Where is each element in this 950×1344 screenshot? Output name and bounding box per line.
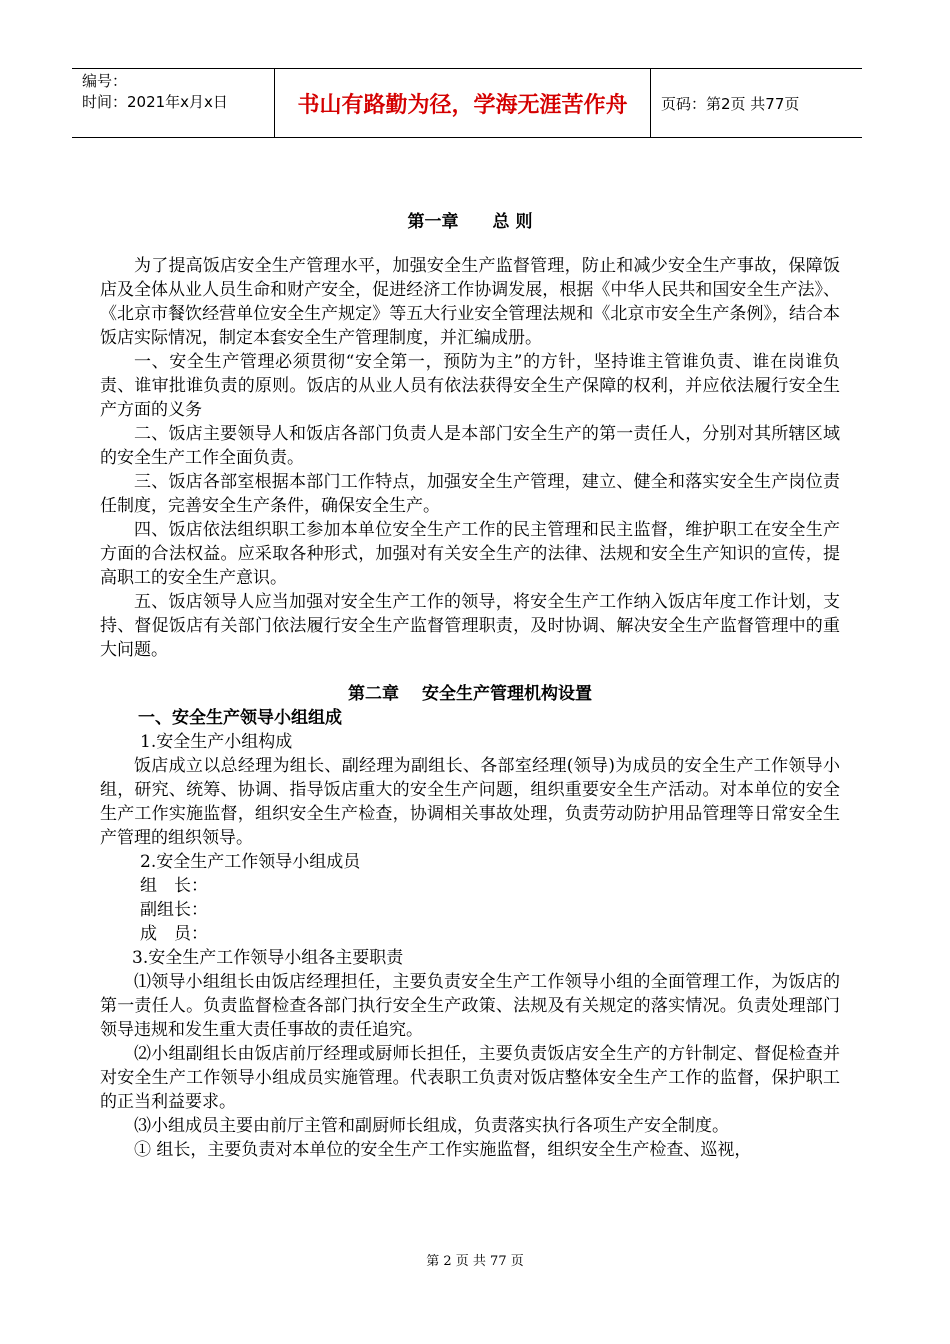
document-time-label: 时间：2021年x月x日 <box>82 93 228 111</box>
duty-paragraph: ⑵小组副组长由饭店前厅经理或厨师长担任，主要负责饭店安全生产的方针制定、督促检查并对安全生产工作领导小组成员实施管理。代表职工负责对饭店整体安全生产工作的监督，保护职工的正当利益要求。 <box>100 1044 840 1112</box>
header-page-label: 页码：第2页 共77页 <box>661 94 800 113</box>
chapter-1-paragraph: 一、安全生产管理必须贯彻“安全第一，预防为主”的方针，坚持谁主管谁负责、谁在岗谁负责、谁审批谁负责的原则。饭店的从业人员有依法获得安全生产保障的权利，并应依法履行安全生产方面的义务 <box>100 352 840 420</box>
item-body: 饭店成立以总经理为组长、副经理为副组长、各部室经理(领导)为成员的安全生产工作领导小组，研究、统筹、协调、指导饭店重大的安全生产问题，组织重要安全生产活动。对本单位的安全生产工作实施监督，组织安全生产检查，协调相关事故处理，负责劳动防护用品管理等日常安全生产管理的组织领导。 <box>100 756 840 848</box>
header-info-cell <box>72 69 275 137</box>
header-motto: 书山有路勤为径，学海无涯苦作舟 <box>275 69 651 137</box>
member-role: 成 员： <box>140 924 208 944</box>
chapter-1-paragraph: 为了提高饭店安全生产管理水平，加强安全生产监督管理，防止和减少安全生产事故，保障饭店及全体从业人员生命和财产安全，促进经济工作协调发展，根据《中华人民共和国安全生产法》、《北京市餐饮经营单位安全生产规定》等五大行业安全管理法规和《北京市安全生产条例》，结合本饭店实际情况，制定本套安全生产管理制度，并汇编成册。 <box>100 256 840 348</box>
member-role: 副组长： <box>140 900 208 920</box>
document-body <box>100 206 840 1162</box>
duty-paragraph: ⑴领导小组组长由饭店经理担任，主要负责安全生产工作领导小组的全面管理工作，为饭店的第一责任人。负责监督检查各部门执行安全生产政策、法规及有关规定的落实情况。负责处理部门领导违规和发生重大责任事故的责任追究。 <box>100 972 840 1040</box>
duty-paragraph: ① 组长，主要负责对本单位的安全生产工作实施监督，组织安全生产检查、巡视， <box>134 1140 752 1160</box>
item-title: 2.安全生产工作领导小组成员 <box>140 852 361 872</box>
chapter-1-paragraph: 三、饭店各部室根据本部门工作特点，加强安全生产管理，建立、健全和落实安全生产岗位责任制度，完善安全生产条件，确保安全生产。 <box>100 472 840 516</box>
chapter-2-title: 第二章 安全生产管理机构设置 <box>348 684 592 704</box>
chapter-1-title: 第一章 总 则 <box>407 212 533 232</box>
chapter-1-paragraph: 五、饭店领导人应当加强对安全生产工作的领导，将安全生产工作纳入饭店年度工作计划，支持、督促饭店有关部门依法履行安全生产监督管理职责，及时协调、解决安全生产监督管理中的重大问题。 <box>100 592 840 660</box>
item-title: 1.安全生产小组构成 <box>140 732 293 752</box>
item-title: 3.安全生产工作领导小组各主要职责 <box>132 948 404 968</box>
member-role: 组 长： <box>140 876 208 896</box>
document-number-label: 编号： <box>82 72 128 90</box>
header-table <box>72 68 862 138</box>
page-footer: 第 2 页 共 77 页 <box>426 1254 524 1269</box>
chapter-1-paragraph: 二、饭店主要领导人和饭店各部门负责人是本部门安全生产的第一责任人，分别对其所辖区域的安全生产工作全面负责。 <box>100 424 840 468</box>
section-title: 一、安全生产领导小组组成 <box>138 708 342 728</box>
chapter-1-paragraph: 四、饭店依法组织职工参加本单位安全生产工作的民主管理和民主监督，维护职工在安全生产方面的合法权益。应采取各种形式，加强对有关安全生产的法律、法规和安全生产知识的宣传，提高职工的安全生产意识。 <box>100 520 840 588</box>
duty-paragraph: ⑶小组成员主要由前厅主管和副厨师长组成，负责落实执行各项生产安全制度。 <box>134 1116 729 1136</box>
